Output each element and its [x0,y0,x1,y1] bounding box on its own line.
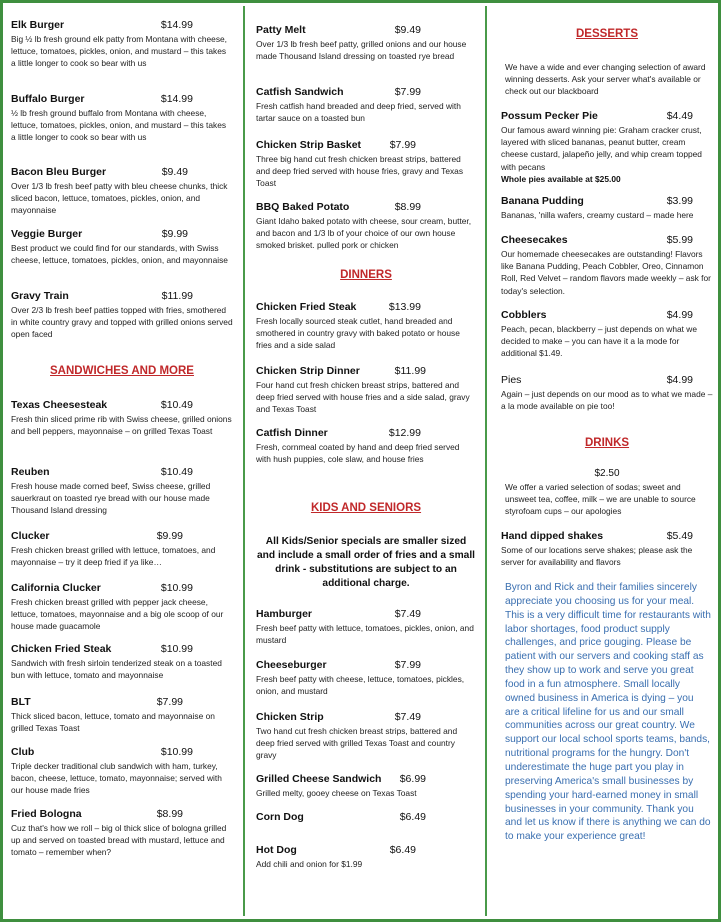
item-price: $7.49 [394,711,421,723]
item-name: Hand dipped shakes [501,530,604,542]
item-price: $14.99 [160,19,193,31]
section-title-kids-seniors: KIDS AND SENIORS [310,502,422,514]
menu-item-patty-melt [256,24,476,62]
item-price: $6.49 [389,844,416,856]
menu-item-bacon-bleu-burger [11,166,233,217]
item-description: Again – just depends on our mood as to what we made – a la mode available on pie too! [501,389,713,412]
item-price: $6.99 [399,773,426,785]
menu-item-cheesecakes [501,234,713,297]
item-price: $8.99 [394,201,421,213]
item-name: Elk Burger [11,19,65,31]
item-description: Over 1/3 lb fresh beef patty with bleu cheese chunks, thick sliced bacon, lettuce, tomatoes, pickles, onion, and mayonnaise [11,181,228,216]
item-price: $11.99 [161,290,193,302]
thank-you-message: Byron and Rick and their families sincerely appreciate you choosing us for your meal. This is a very difficult time for restaurants with labor shortages, food product supply challenges, and price gouging. Please be patient with our servers and cooking staff as they show up to work and serve you great food in a fun atmosphere. Small locally owned business in America is dying – you are a critical lifeline for us and our small communities across our great country. We support our local school sports teams, bands, nutritional programs for the hungry. Don't underestimate the huge part you play in preserving America's small businesses by spending your hard-earned money in small businesses in your community. Thank you and let us know if there is anything we can do to make your experience great! [505,582,711,843]
item-description: Sandwich with fresh sirloin tenderized steak on a toasted bun with lettuce, tomato and mayonnaise [11,658,222,681]
menu-item-gravy-train [11,290,233,341]
item-name: Veggie Burger [11,228,83,240]
menu-item-chicken-strip-basket [256,139,476,190]
menu-item-elk-burger [11,19,233,70]
item-name: Club [11,746,35,758]
item-description: Thick sliced bacon, lettuce, tomato and mayonnaise on grilled Texas Toast [11,711,215,734]
drinks-price: $2.50 [594,468,620,479]
menu-column-left [11,3,233,919]
menu-item-chicken-strip-dinner [256,365,476,416]
item-description: ½ lb fresh ground buffalo from Montana with cheese, lettuce, tomatoes, pickles, onion, and mustard – this takes a little longer to cook so bear with us [11,108,227,143]
item-price: $9.49 [394,24,421,36]
item-name: California Clucker [11,582,101,594]
item-description: Fresh catfish hand breaded and deep fried, served with tartar sauce on a toasted bun [256,101,461,124]
item-name: Fried Bologna [11,808,82,820]
item-price: $4.99 [666,374,693,386]
item-price: $5.49 [666,530,693,542]
menu-item-cheeseburger [256,659,476,697]
item-name: BLT [11,696,31,708]
item-price: $7.99 [394,86,421,98]
menu-item-hand-dipped-shakes [501,530,713,568]
menu-item-fried-bologna [11,808,233,859]
item-description: Four hand cut fresh chicken breast strips, battered and deep fried served with house fries and a side salad, gravy and Texas Toast [256,380,470,415]
item-description: Fresh beef patty with lettuce, tomatoes, pickles, onion, and mustard [256,623,474,646]
item-name: Patty Melt [256,24,306,36]
menu-item-pies [501,374,713,412]
item-description: Fresh chicken breast grilled with lettuce, tomatoes, and mayonnaise – try it deep fried if ya like… [11,545,216,568]
column-divider [485,6,487,916]
item-description: Our famous award winning pie: Graham cracker crust, layered with sliced bananas, peanut butter, cream cheese custard, jalapeño jelly, and whip cream topped with pecans [501,125,702,172]
item-name: Chicken Fried Steak [256,301,357,313]
item-description: Peach, pecan, blackberry – just depends on what we decided to make – you can have it a la mode for additional $1.49. [501,324,698,359]
item-name: Grilled Cheese Sandwich [256,773,382,785]
item-price: $8.99 [156,808,183,820]
menu-item-blt [11,696,233,734]
item-description: Fresh chicken breast grilled with pepper jack cheese, lettuce, tomatoes, mayonnaise and a big ole scoop of our house made guacamole [11,597,224,632]
item-price: $4.49 [666,110,693,122]
item-name: Chicken Strip [256,711,324,723]
item-name: Corn Dog [256,811,304,823]
menu-item-buffalo-burger [11,93,233,144]
item-price: $7.49 [394,608,421,620]
item-name: Cheesecakes [501,234,568,246]
item-description: Our homemade cheesecakes are outstanding! Flavors like Banana Pudding, Peach Cobbler, Oreo, Cinnamon Roll, Red Velvet – random flavors made weekly – ask for today's selection. [501,249,711,296]
drinks-intro: We offer a varied selection of sodas; sweet and unsweet tea, coffee, milk – we are unable to source styrofoam cups – our apologies [505,482,696,516]
item-description: Fresh, cornmeal coated by hand and deep fried served with hush puppies, cole slaw, and house fries [256,442,460,465]
item-name: Cobblers [501,309,547,321]
item-name: BBQ Baked Potato [256,201,350,213]
menu-column-middle [256,3,476,919]
item-price: $14.99 [160,93,193,105]
item-price: $7.99 [389,139,416,151]
section-title-desserts: DESSERTS [576,28,638,40]
item-price: $13.99 [388,301,421,313]
item-price: $12.99 [388,427,421,439]
whole-pies-note: Whole pies available at $25.00 [501,173,621,184]
menu-item-grilled-cheese [256,773,476,799]
menu-item-banana-pudding [501,195,713,221]
menu-item-catfish-sandwich [256,86,476,124]
item-description: Best product we could find for our standards, with Swiss cheese, lettuce, tomatoes, pickles, onion, and mayonnaise [11,243,228,266]
item-description: Fresh beef patty with cheese, lettuce, tomatoes, pickles, onion, and mustard [256,674,465,697]
item-price: $10.99 [160,746,193,758]
item-price: $9.99 [156,530,183,542]
item-description: Over 1/3 lb fresh beef patty, grilled onions and our house made Thousand Island dressing on toasted rye bread [256,39,467,62]
item-description: Over 2/3 lb fresh beef patties topped with fries, smothered in white country gravy and topped with grilled onions served open faced [11,305,233,340]
item-name: Possum Pecker Pie [501,110,598,122]
item-price: $5.99 [666,234,693,246]
menu-item-cobblers [501,309,713,360]
item-name: Pies [501,374,522,386]
item-description: Triple decker traditional club sandwich with ham, turkey, bacon, cheese, lettuce, tomato, mayonnaise; served with our house made fries [11,761,222,796]
menu-item-corn-dog [256,811,476,824]
item-name: Catfish Dinner [256,427,328,439]
item-name: Cheeseburger [256,659,327,671]
item-description: Fresh locally sourced steak cutlet, hand breaded and smothered in country gravy with baked potato or house fries and a side salad [256,316,460,351]
item-description: Cuz that's how we roll – big ol thick slice of bologna grilled up and served on toasted bread with mustard, lettuce and tomato – remember when? [11,823,227,858]
menu-item-chicken-fried-steak-dinner [256,301,476,352]
menu-item-texas-cheesesteak [11,399,233,437]
item-name: Hot Dog [256,844,297,856]
menu-item-chicken-strip [256,711,476,762]
menu-item-chicken-fried-steak-sandwich [11,643,233,681]
menu-column-right [501,3,713,919]
item-description: Add chili and onion for $1.99 [256,859,363,869]
item-price: $10.99 [160,582,193,594]
kids-seniors-note: All Kids/Senior specials are smaller sized and include a small order of fries and a small drink - substitutions are subject to an additional charge. [257,536,475,589]
section-title-dinners: DINNERS [340,269,392,281]
item-name: Buffalo Burger [11,93,85,105]
item-name: Chicken Strip Dinner [256,365,360,377]
item-price: $10.49 [160,399,193,411]
item-name: Banana Pudding [501,195,584,207]
menu-item-bbq-baked-potato [256,201,476,252]
menu-item-reuben [11,466,233,517]
desserts-intro: We have a wide and ever changing selection of award winning desserts. Ask your server what's available or check out our blackboard [505,62,706,96]
item-price: $7.99 [156,696,183,708]
menu-item-club [11,746,233,797]
item-price: $11.99 [394,365,426,377]
item-name: Chicken Fried Steak [11,643,112,655]
item-description: Giant Idaho baked potato with cheese, sour cream, butter, and bacon and 1/3 lb of your choice of our own house smoked brisket. pulled pork or chicken [256,216,472,251]
menu-item-catfish-dinner [256,427,476,465]
item-price: $9.99 [161,228,188,240]
menu-item-possum-pecker-pie [501,110,713,185]
section-title-drinks: DRINKS [584,437,630,449]
menu-item-veggie-burger [11,228,233,266]
item-name: Bacon Bleu Burger [11,166,107,178]
item-name: Catfish Sandwich [256,86,344,98]
item-price: $4.99 [666,309,693,321]
item-description: Two hand cut fresh chicken breast strips, battered and deep fried served with grilled Texas Toast and country gravy [256,726,458,761]
item-name: Hamburger [256,608,313,620]
item-description: Some of our locations serve shakes; please ask the server for availability and flavors [501,545,693,568]
item-name: Reuben [11,466,50,478]
item-price: $10.99 [160,643,193,655]
menu-item-clucker [11,530,233,568]
column-divider [243,6,245,916]
menu-item-california-clucker [11,582,233,633]
item-price: $7.99 [394,659,421,671]
item-price: $3.99 [666,195,693,207]
item-name: Chicken Strip Basket [256,139,362,151]
item-price: $6.49 [399,811,426,823]
item-price: $10.49 [160,466,193,478]
item-name: Texas Cheesesteak [11,399,108,411]
item-description: Fresh thin sliced prime rib with Swiss cheese, grilled onions and bell peppers, mayonnaise – on grilled Texas Toast [11,414,232,437]
item-price: $9.49 [161,166,188,178]
item-description: Grilled melty, gooey cheese on Texas Toast [256,788,417,798]
item-description: Fresh house made corned beef, Swiss cheese, grilled sauerkraut on toasted rye bread with our house made Thousand Island dressing [11,481,211,516]
menu-item-hot-dog [256,844,476,870]
section-title-sandwiches: SANDWICHES AND MORE [50,365,194,377]
menu-item-hamburger [256,608,476,646]
item-description: Bananas, 'nilla wafers, creamy custard – made here [501,210,694,220]
item-name: Gravy Train [11,290,69,302]
item-description: Three big hand cut fresh chicken breast strips, battered and deep fried served with house fries, gravy and Texas Toast [256,154,464,189]
item-description: Big ½ lb fresh ground elk patty from Montana with cheese, lettuce, tomatoes, pickles, onion, and mustard – this takes a little longer to cook so bear with us [11,34,228,69]
item-name: Clucker [11,530,50,542]
